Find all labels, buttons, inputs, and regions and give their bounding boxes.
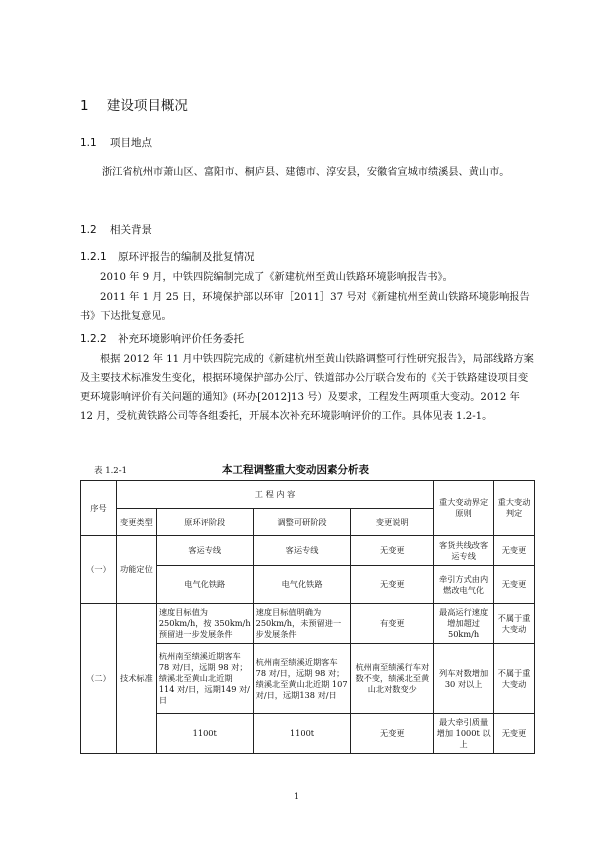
page-number: 1 [294, 792, 300, 801]
cell-principle: 客货共线改客运专线 [434, 536, 494, 566]
cell-principle: 牵引方式由内燃改电气化 [434, 566, 494, 604]
cell-principle: 最大牵引质量增加 1000t 以上 [434, 714, 494, 754]
cell-orig: 客运专线 [156, 536, 253, 566]
section-title: 原环评报告的编制及批复情况 [118, 251, 255, 263]
cell-judge: 不属于重大变动 [494, 604, 535, 644]
header-judge: 重大变动判定 [494, 481, 535, 536]
header-type: 变更类型 [116, 509, 156, 536]
chapter-heading [80, 94, 188, 114]
section-title: 补充环境影响评价任务委托 [118, 333, 245, 345]
cell-adj: 杭州南至绩溪近期客车 78 对/日，远期 98 对；绩溪北至黄山北近期 107 对/日，远期138 对/日 [253, 644, 351, 714]
cell-judge: 不属于重大变动 [494, 644, 535, 714]
cell-judge: 无变更 [494, 714, 535, 754]
row-seq: （一） [81, 536, 117, 604]
cell-orig: 速度目标值为250km/h，按 350km/h 预留进一步发展条件 [156, 604, 253, 644]
report-paragraph: 2010 年 9 月，中铁四院编制完成了《新建杭州至黄山铁路环境影响报告书》。 [100, 272, 453, 283]
cell-desc: 有变更 [351, 604, 434, 644]
table-label: 表 1.2-1 [94, 466, 127, 476]
row-type: 技术标准 [116, 604, 156, 754]
header-principle: 重大变动界定原则 [434, 481, 494, 536]
header-seq: 序号 [81, 481, 117, 536]
cell-orig: 电气化铁路 [156, 566, 253, 604]
section-number: 1.2 [80, 224, 97, 236]
section-title: 项目地点 [110, 137, 153, 149]
table-title: 本工程调整重大变动因素分析表 [222, 464, 369, 476]
section-title: 相关背景 [110, 224, 153, 236]
row-type: 功能定位 [116, 536, 156, 604]
change-analysis-table [80, 480, 535, 754]
header-content: 工 程 内 容 [116, 481, 433, 509]
commission-paragraph: 根据 2012 年 11 月中铁四院完成的《新建杭州至黄山铁路调整可行性研究报告》，局部线路方案及主要技术标准发生变化，根据环境保护部办公厅、铁道部办公厅联合发布的《关于铁路建设项目变更环境影响评价有关问题的通知》(环办[2012]13 号）及要求，工程发生两项重大变动。2012 年 12 月，受杭黄铁路公司等各组委托，开展本次补充环境影响评价的工作。具体见表 1.2-1。 [80, 354, 534, 422]
cell-judge: 无变更 [494, 536, 535, 566]
cell-adj: 客运专线 [253, 536, 351, 566]
cell-adj: 1100t [253, 714, 351, 754]
row-seq: （二） [81, 604, 117, 754]
table-row [81, 536, 535, 566]
section-1-2-heading [80, 222, 152, 237]
section-number: 1.2.2 [80, 333, 107, 345]
section-number: 1.1 [80, 137, 97, 149]
cell-adj: 速度目标值明确为250km/h，未预留进一步发展条件 [253, 604, 351, 644]
cell-principle: 列车对数增加 30 对以上 [434, 644, 494, 714]
header-adj: 调整可研阶段 [253, 509, 351, 536]
cell-desc: 无变更 [351, 566, 434, 604]
section-number: 1.2.1 [80, 251, 107, 263]
table-row [81, 604, 535, 644]
section-1-2-2-heading [80, 331, 244, 346]
header-desc: 变更说明 [351, 509, 434, 536]
chapter-title: 建设项目概况 [106, 98, 188, 114]
location-paragraph: 浙江省杭州市萧山区、富阳市、桐庐县、建德市、淳安县，安徽省宣城市绩溪县、黄山市。 [102, 167, 510, 178]
header-orig: 原环评阶段 [156, 509, 253, 536]
cell-principle: 最高运行速度增加超过50km/h [434, 604, 494, 644]
cell-desc: 杭州南至绩溪行车对数不变，绩溪北至黄山北对数变少 [351, 644, 434, 714]
chapter-number: 1 [80, 98, 89, 114]
cell-adj: 电气化铁路 [253, 566, 351, 604]
cell-desc: 无变更 [351, 714, 434, 754]
cell-orig: 1100t [156, 714, 253, 754]
section-1-1-heading [80, 135, 152, 150]
section-1-2-1-heading [80, 249, 255, 264]
approval-paragraph: 2011 年 1 月 25 日，环境保护部以环审［2011］37 号对《新建杭州至黄山铁路环境影响报告书》下达批复意见。 [80, 292, 530, 322]
cell-desc: 无变更 [351, 536, 434, 566]
cell-orig: 杭州南至绩溪近期客车 78 对/日，远期 98 对；绩溪北至黄山北近期 114 对/日，远期149 对/日 [156, 644, 253, 714]
cell-judge: 无变更 [494, 566, 535, 604]
